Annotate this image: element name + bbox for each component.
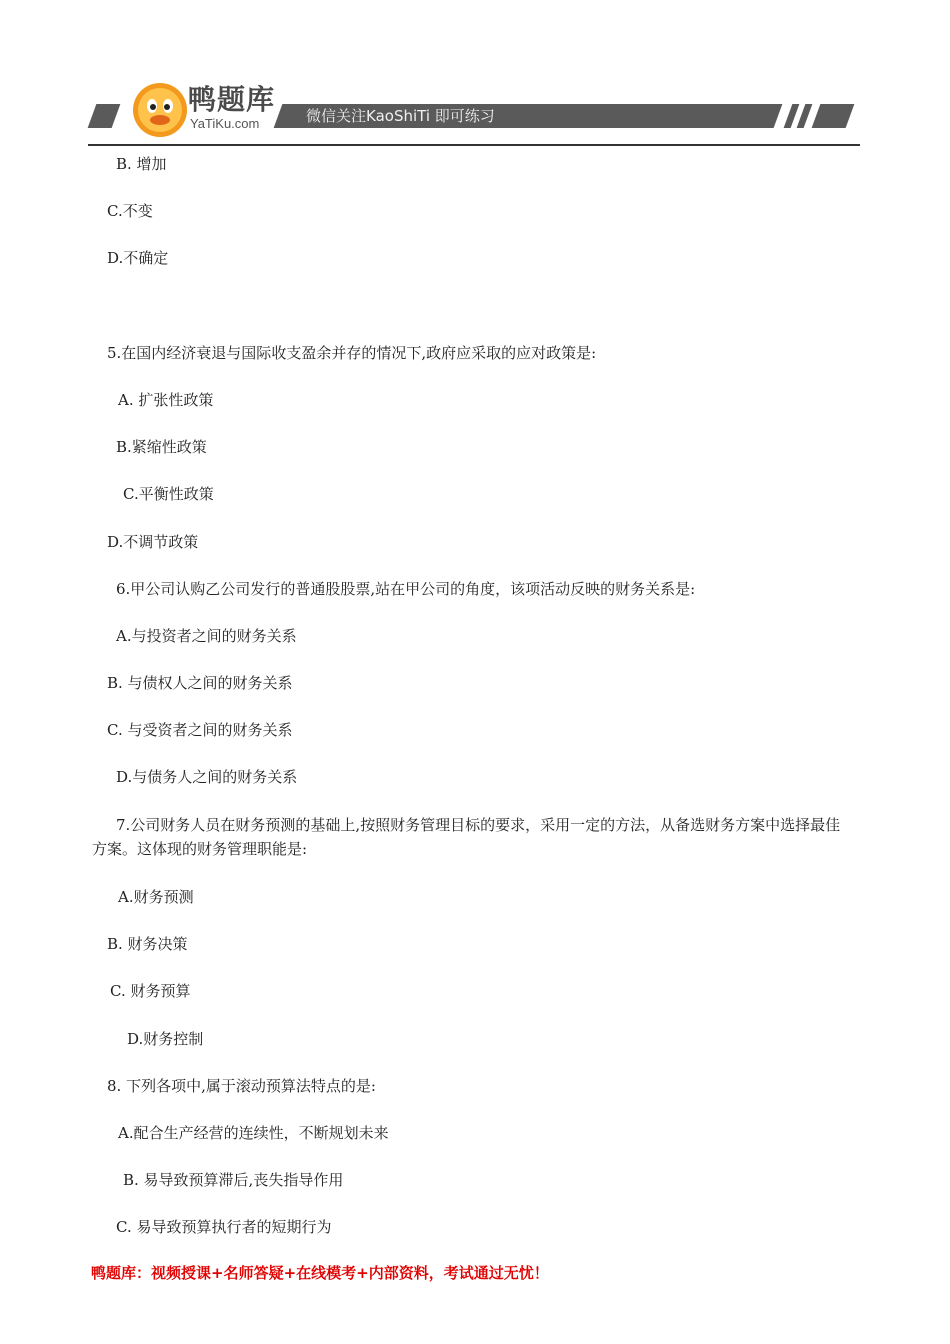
option-text: A. 扩张性政策 [118,391,214,409]
slogan-text: 微信关注KaoShiTi 即可练习 [306,107,495,125]
question-text: 6.甲公司认购乙公司发行的普通股股票,站在甲公司的角度，该项活动反映的财务关系是: [116,580,696,598]
option-text: D.不确定 [107,249,169,267]
option-text: B. 增加 [116,155,167,173]
brand-name: 鸭题库 [188,83,276,116]
header-slant-left [88,104,121,128]
option-text: D.与债务人之间的财务关系 [116,768,298,786]
page-header [88,80,860,148]
header-slant-right [812,104,855,128]
duck-logo-icon [132,82,188,138]
option-text: C. 易导致预算执行者的短期行为 [116,1218,332,1236]
option-text: A.财务预测 [118,888,194,906]
option-text: D.财务控制 [127,1030,204,1048]
option-text: C. 财务预算 [110,982,191,1000]
option-text: C.平衡性政策 [123,485,214,503]
question-text: 7.公司财务人员在财务预测的基础上,按照财务管理目标的要求，采用一定的方法，从备选财务方案中选择最佳方案。这体现的财务管理职能是: [92,816,841,858]
option-text: B. 与债权人之间的财务关系 [107,674,293,692]
option-text: A.与投资者之间的财务关系 [116,627,297,645]
option-text: D.不调节政策 [107,533,199,551]
option-text: C.不变 [107,202,153,220]
option-text: B.紧缩性政策 [116,438,207,456]
option-text: B. 财务决策 [107,935,188,953]
question-text: 5.在国内经济衰退与国际收支盈余并存的情况下,政府应采取的应对政策是: [107,344,597,362]
brand-domain: YaTiKu.com [190,116,260,131]
option-text: B. 易导致预算滞后,丧失指导作用 [123,1171,344,1189]
option-text: C. 与受资者之间的财务关系 [107,721,293,739]
header-rule [88,144,860,146]
header-stripe [797,104,813,128]
option-text: A.配合生产经营的连续性，不断规划未来 [118,1124,389,1142]
question-text: 8. 下列各项中,属于滚动预算法特点的是: [107,1077,376,1095]
footer-promo: 鸭题库：视频授课+名师答疑+在线模考+内部资料，考试通过无忧！ [91,1264,549,1282]
